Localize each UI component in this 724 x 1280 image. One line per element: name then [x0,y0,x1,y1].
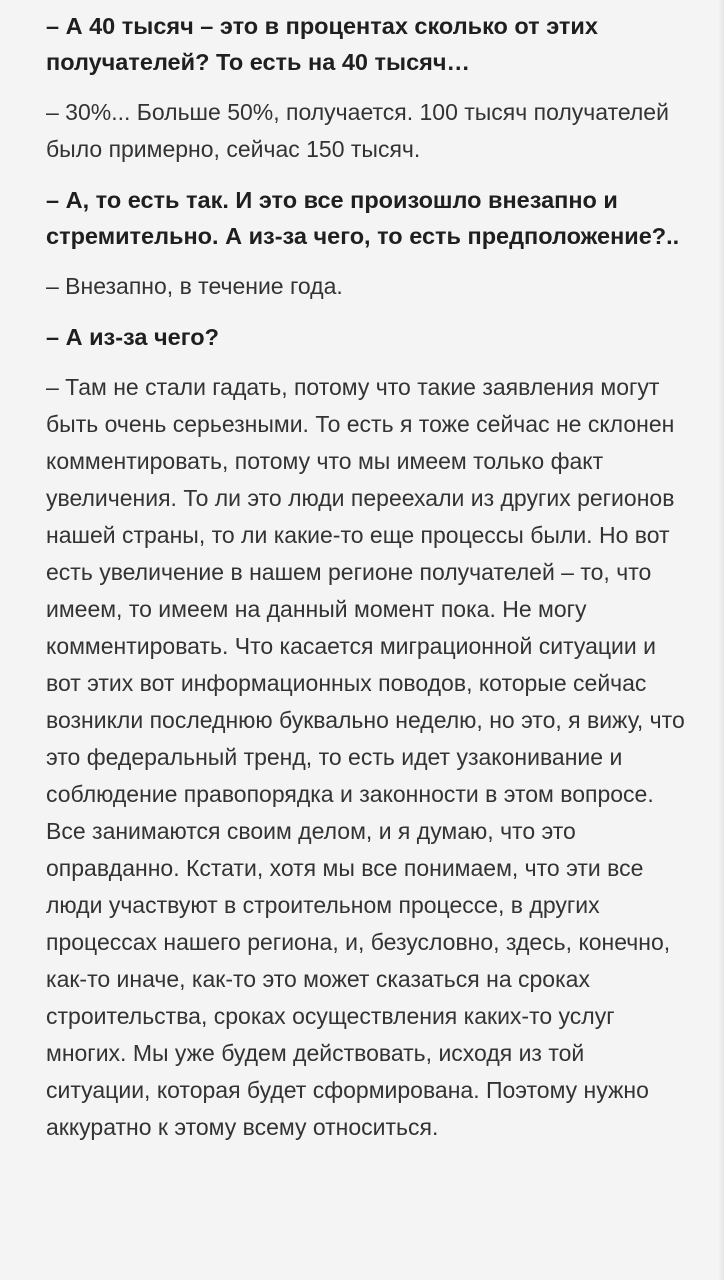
article-body [46,8,694,1160]
interview-answer: – 30%... Больше 50%, получается. 100 тысяч получателей было примерно, сейчас 150 тысяч. [46,99,669,162]
interview-question: – А 40 тысяч – это в процентах сколько от этих получателей? То есть на 40 тысяч… [46,13,598,75]
interview-answer: – Внезапно, в течение года. [46,273,343,299]
interview-question: – А, то есть так. И это все произошло внезапно и стремительно. А из-за чего, то есть предположение?.. [46,187,680,249]
page-edge-shadow [718,0,724,1280]
interview-answer: – Там не стали гадать, потому что такие заявления могут быть очень серьезными. То есть я тоже сейчас не склонен комментировать, потому что мы имеем только факт увеличения. То ли это люди переехали из других регионов нашей страны, то ли какие-то еще процессы были. Но вот есть увеличение в нашем регионе получателей – то, что имеем, то имеем на данный момент пока. Не могу комментировать. Что касается миграционной ситуации и вот этих вот информационных поводов, которые сейчас возникли последнюю буквально неделю, но это, я вижу, что это федеральный тренд, то есть идет узаконивание и соблюдение правопорядка и законности в этом вопросе. Все занимаются своим делом, и я думаю, что это оправданно. Кстати, хотя мы все понимаем, что эти все люди участвуют в строительном процессе, в других процессах нашего региона, и, безусловно, здесь, конечно, как-то иначе, как-то это может сказаться на сроках строительства, сроках осуществления каких-то услуг многих. Мы уже будем действовать, исходя из той ситуации, которая будет сформирована. Поэтому нужно аккуратно к этому всему относиться. [46,374,685,1140]
interview-question: – А из-за чего? [46,324,219,350]
